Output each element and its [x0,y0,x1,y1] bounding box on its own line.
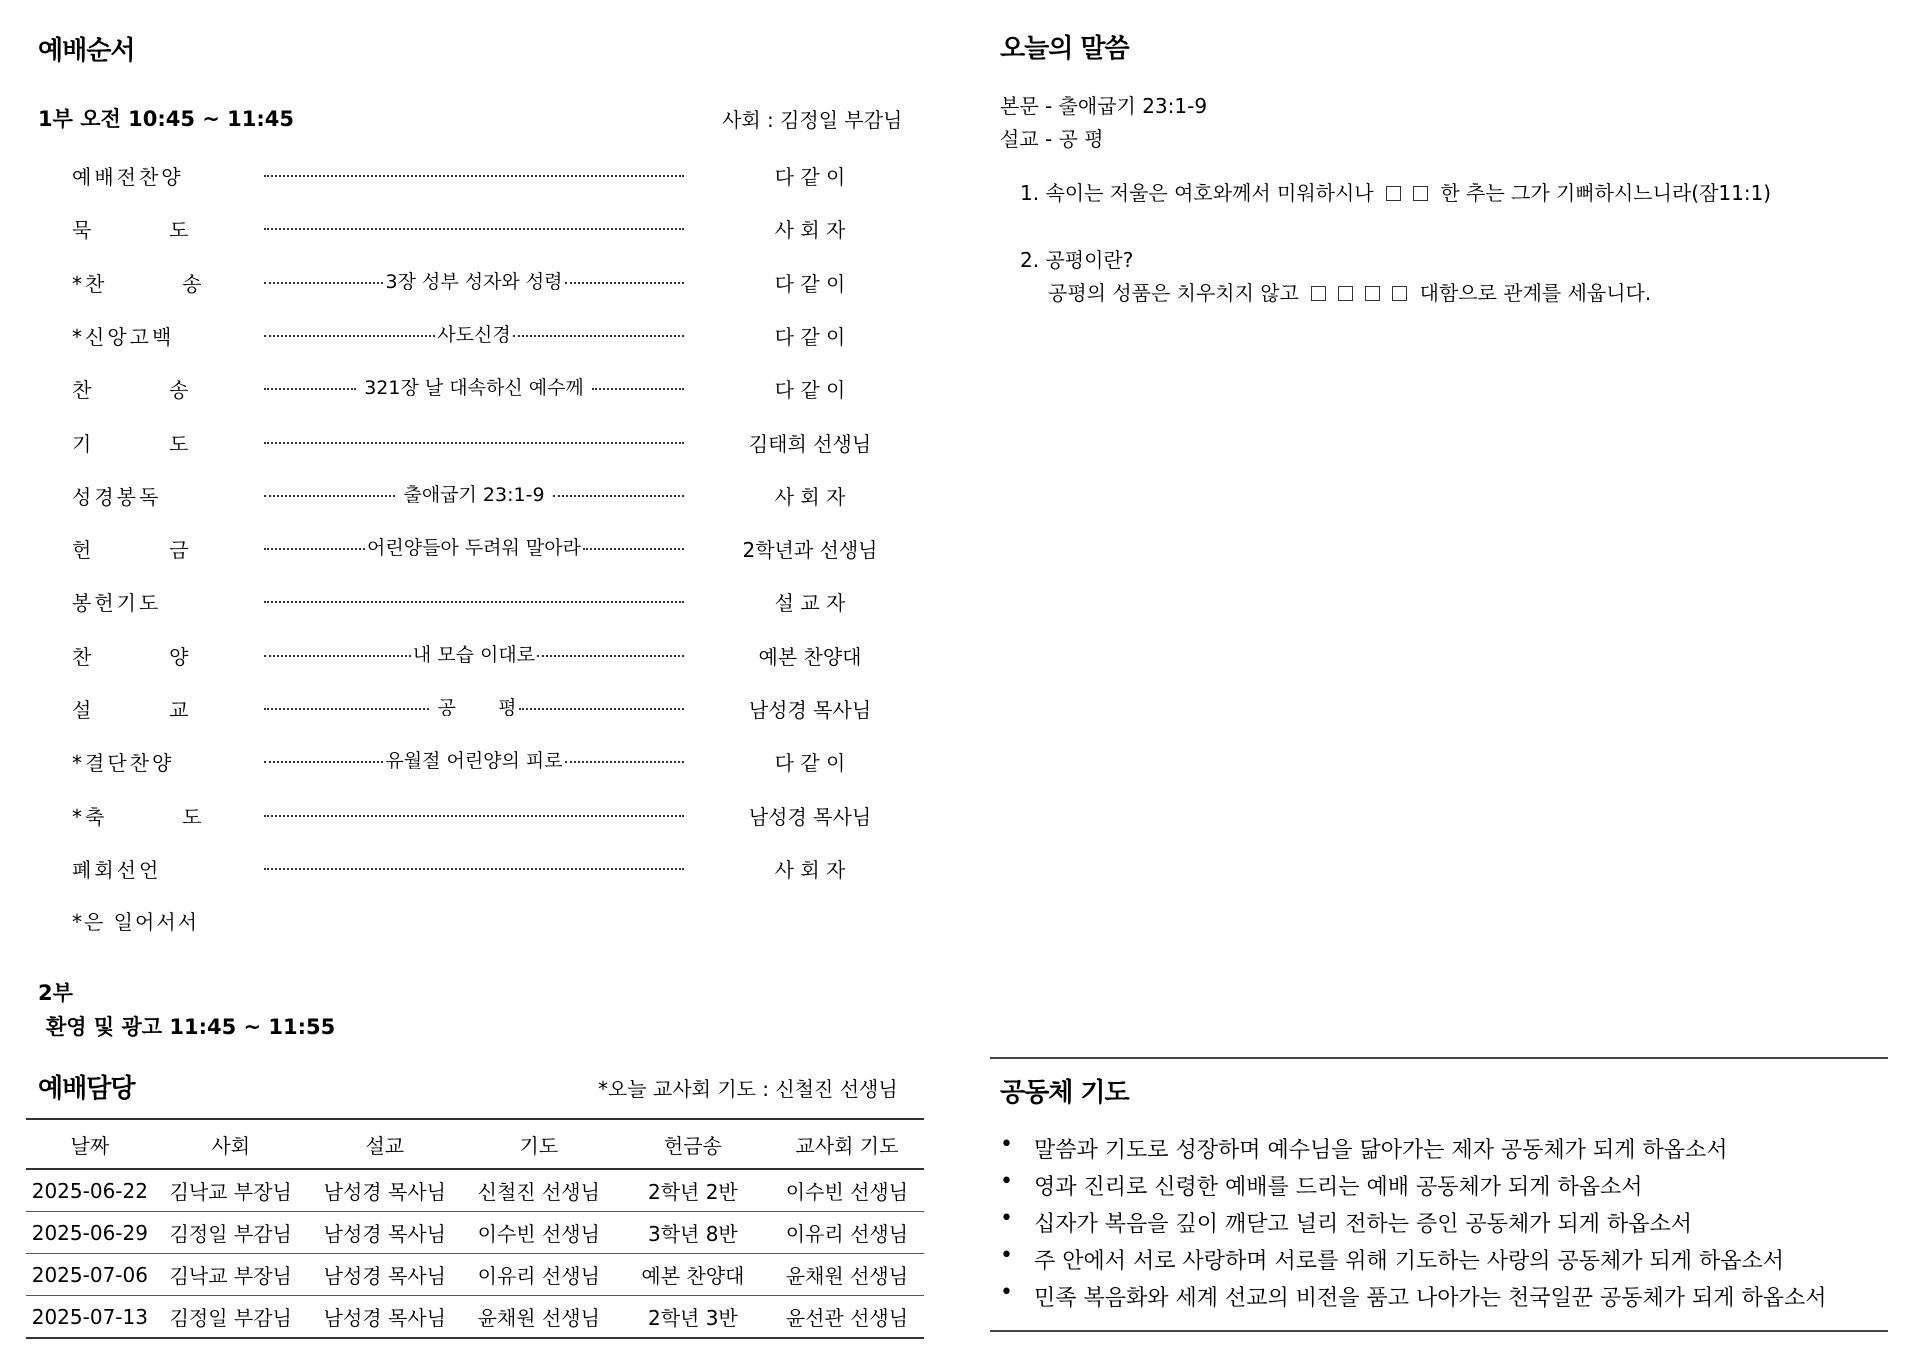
order-item-detail: 내 모습 이대로 [412,643,536,663]
question-2: 2. 공평이란? [1020,248,1134,272]
col-sermon: 설교 [308,1119,462,1169]
order-item-leader [264,749,684,769]
duty-cell: 김낙교 부장님 [154,1169,308,1212]
order-item-leader-person: 다 같 이 [774,325,846,349]
order-item-leader [264,803,684,823]
dotted-leader [583,545,684,550]
duty-cell: 김낙교 부장님 [154,1254,308,1296]
order-item-label: 헌 금 [72,538,192,562]
order-item-leader-person: 사 회 자 [774,858,846,882]
order-item-label: 설 교 [72,698,192,722]
host-label: 사회 : 김정일 부감님 [722,108,903,132]
order-item-leader [264,216,684,236]
col-teacher-prayer: 교사회 기도 [770,1119,924,1169]
duty-cell: 남성경 목사님 [308,1254,462,1296]
duty-cell: 이유리 선생님 [462,1254,616,1296]
order-item-leader [264,856,684,876]
duty-cell: 2학년 3반 [616,1296,770,1339]
dotted-leader [264,172,684,177]
community-prayer-item [1000,1207,1827,1244]
part2-label: 2부 [38,981,73,1005]
part2-time: 환영 및 광고 11:45 ~ 11:55 [46,1015,336,1039]
order-item-detail: 321장 날 대속하신 예수께 [358,376,590,396]
col-offering-song: 헌금송 [616,1119,770,1169]
duty-cell: 2025-06-29 [26,1212,154,1254]
duty-cell: 예본 찬양대 [616,1254,770,1296]
order-item-leader-person: 김태희 선생님 [748,432,872,456]
blank-box [1338,286,1353,301]
dotted-leader [592,385,684,390]
order-item-label: 예배전찬양 [72,165,184,189]
duty-cell: 윤선관 선생님 [770,1296,924,1339]
blank-box [1311,286,1326,301]
order-item-leader-person: 남성경 목사님 [748,698,872,722]
order-item-detail: 공 평 [431,696,517,716]
standing-note: *은 일어서서 [72,910,199,934]
dotted-leader [519,705,684,710]
community-title: 공동체 기도 [1000,1078,1129,1108]
order-item-leader [264,323,684,343]
order-item-label: 찬 송 [72,378,192,402]
duty-cell: 3학년 8반 [616,1212,770,1254]
community-prayer-list [1000,1133,1827,1318]
teacher-prayer-note: *오늘 교사회 기도 : 신철진 선생님 [598,1077,898,1101]
question-2-answer [1048,277,1651,306]
duty-cell: 남성경 목사님 [308,1169,462,1212]
dotted-leader [264,812,684,817]
order-item-leader [264,536,684,556]
blank-box [1365,286,1380,301]
order-item-leader [264,643,684,663]
dotted-leader [553,492,684,497]
duty-cell: 윤채원 선생님 [770,1254,924,1296]
scripture-text: 본문 - 출애굽기 23:1-9 [1000,94,1208,118]
order-item-detail: 어린양들아 두려워 말아라 [367,536,581,556]
duty-cell: 이수빈 선생님 [462,1212,616,1254]
community-prayer-text: 말씀과 기도로 성장하며 예수님을 닮아가는 제자 공동체가 되게 하옵소서 [1034,1138,1728,1163]
order-item-label: *신앙고백 [72,325,175,349]
order-item-leader-person: 예본 찬양대 [758,645,862,669]
dotted-leader [264,279,383,284]
duty-cell: 2025-07-06 [26,1254,154,1296]
duty-cell: 이유리 선생님 [770,1212,924,1254]
bullet-icon: • [1000,1206,1013,1231]
duty-row [26,1254,924,1296]
col-host: 사회 [154,1119,308,1169]
duty-cell: 윤채원 선생님 [462,1296,616,1339]
duty-cell: 이수빈 선생님 [770,1169,924,1212]
duty-title: 예배담당 [38,1074,135,1104]
order-item-label: *축 도 [72,805,205,829]
order-item-leader [264,376,684,396]
part1-time: 1부 오전 10:45 ~ 11:45 [38,107,294,131]
order-item-label: *결단찬양 [72,751,175,775]
bullet-icon: • [1000,1280,1013,1305]
bullet-icon: • [1000,1169,1013,1194]
dotted-leader [264,705,429,710]
order-item-leader [264,270,684,290]
community-top-rule [990,1057,1888,1059]
question-1 [1020,177,1771,206]
order-item-leader-person: 사 회 자 [774,485,846,509]
order-item-leader-person: 다 같 이 [774,165,846,189]
bullet-icon: • [1000,1132,1013,1157]
col-prayer: 기도 [462,1119,616,1169]
order-item-label: *찬 송 [72,272,205,296]
question-2-before: 공평의 성품은 치우치지 않고 [1048,281,1299,305]
order-item-leader [264,163,684,183]
order-item-label: 찬 양 [72,645,192,669]
dotted-leader [264,758,383,763]
dotted-leader [264,439,684,444]
community-prayer-text: 민족 복음화와 세계 선교의 비전을 품고 나아가는 천국일꾼 공동체가 되게 하옵소서 [1034,1286,1827,1311]
community-bottom-rule [990,1330,1888,1332]
dotted-leader [264,492,395,497]
order-item-leader [264,483,684,503]
duty-row [26,1169,924,1212]
blank-box [1386,186,1401,201]
community-prayer-item [1000,1170,1827,1207]
dotted-leader [537,652,684,657]
duty-cell: 남성경 목사님 [308,1212,462,1254]
duty-cell: 남성경 목사님 [308,1296,462,1339]
community-prayer-item [1000,1133,1827,1170]
order-item-detail: 사도신경 [437,323,511,343]
duty-table [26,1118,924,1339]
dotted-leader [565,758,684,763]
word-title: 오늘의 말씀 [1000,34,1129,64]
question-2-after: 대함으로 관계를 세웁니다. [1419,281,1652,305]
col-date: 날짜 [26,1119,154,1169]
order-item-label: 기 도 [72,432,192,456]
question-1-before: 1. 속이는 저울은 여호와께서 미워하시나 [1020,181,1374,205]
order-item-label: 성경봉독 [72,485,162,509]
duty-row [26,1296,924,1339]
duty-cell: 2025-06-22 [26,1169,154,1212]
blank-box [1392,286,1407,301]
sermon-title: 설교 - 공 평 [1000,127,1104,151]
community-prayer-text: 십자가 복음을 깊이 깨닫고 널리 전하는 증인 공동체가 되게 하옵소서 [1034,1212,1692,1237]
order-item-label: 봉헌기도 [72,591,162,615]
dotted-leader [264,865,684,870]
order-item-leader-person: 사 회 자 [774,218,846,242]
community-prayer-text: 영과 진리로 신령한 예배를 드리는 예배 공동체가 되게 하옵소서 [1034,1175,1643,1200]
order-item-leader-person: 설 교 자 [774,591,846,615]
community-prayer-item [1000,1244,1827,1281]
order-item-leader-person: 다 같 이 [774,751,846,775]
dotted-leader [264,598,684,603]
dotted-leader [264,652,411,657]
order-item-leader [264,696,684,716]
order-item-label: 묵 도 [72,218,192,242]
dotted-leader [513,332,684,337]
duty-cell: 김정일 부감님 [154,1212,308,1254]
dotted-leader [565,279,684,284]
order-title: 예배순서 [38,36,135,66]
community-prayer-item [1000,1281,1827,1318]
order-item-leader [264,430,684,450]
order-item-leader-person: 다 같 이 [774,272,846,296]
duty-cell: 김정일 부감님 [154,1296,308,1339]
duty-header-row [26,1119,924,1169]
dotted-leader [264,385,356,390]
duty-cell: 신철진 선생님 [462,1169,616,1212]
blank-box [1413,186,1428,201]
duty-row [26,1212,924,1254]
order-item-leader-person: 다 같 이 [774,378,846,402]
order-item-detail: 유월절 어린양의 피로 [385,749,563,769]
order-item-leader [264,589,684,609]
dotted-leader [264,332,435,337]
order-item-leader-person: 2학년과 선생님 [742,538,878,562]
dotted-leader [264,225,684,230]
bullet-icon: • [1000,1243,1013,1268]
order-item-detail: 출애굽기 23:1-9 [397,483,551,503]
question-1-after: 한 추는 그가 기뻐하시느니라(잠11:1) [1440,181,1772,205]
duty-cell: 2025-07-13 [26,1296,154,1339]
order-item-detail: 3장 성부 성자와 성령 [385,270,563,290]
duty-cell: 2학년 2반 [616,1169,770,1212]
community-prayer-text: 주 안에서 서로 사랑하며 서로를 위해 기도하는 사랑의 공동체가 되게 하옵소서 [1034,1249,1784,1274]
dotted-leader [264,545,365,550]
order-item-label: 폐회선언 [72,858,162,882]
order-item-leader-person: 남성경 목사님 [748,805,872,829]
